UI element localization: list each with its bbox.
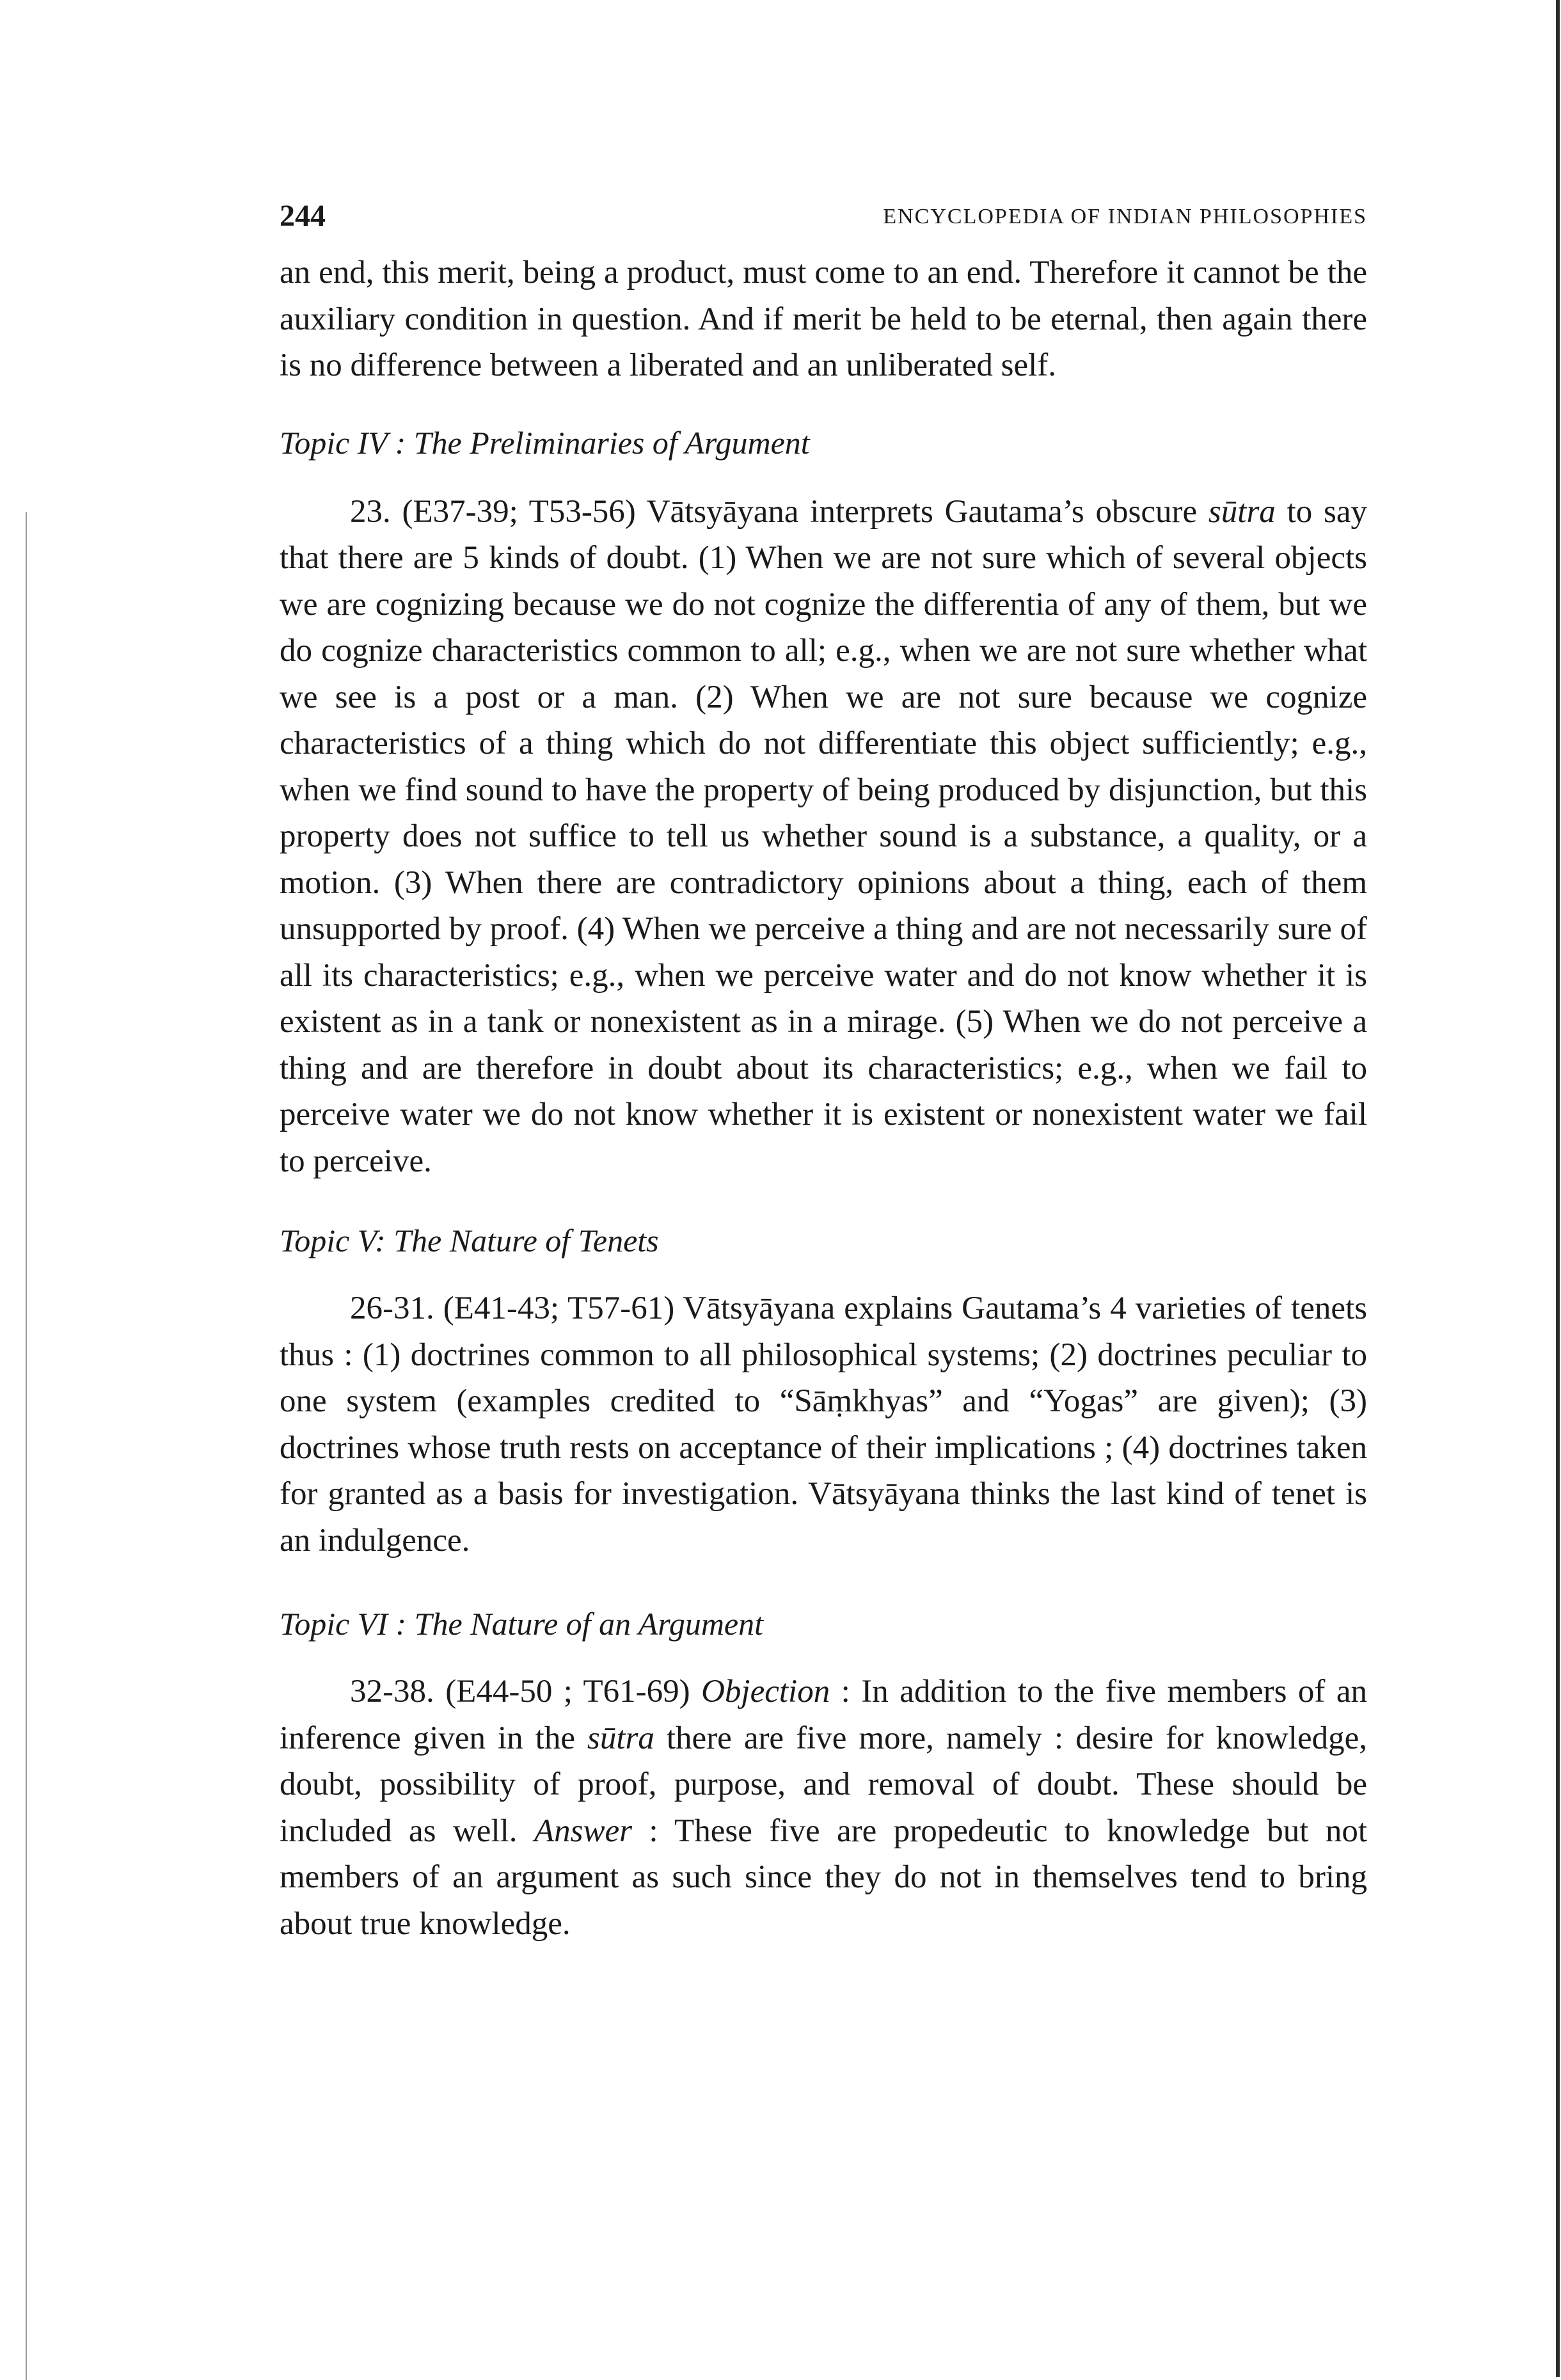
answer-label: Answer bbox=[534, 1813, 632, 1849]
topic-vi-heading: Topic VI : The Nature of an Argument bbox=[280, 1606, 764, 1642]
topic-iv-text: to say that there are 5 kinds of doubt. (1) When we are not sure which of several objects we are cognizing because we do not cognize the differentia of any of them, but we do cognize characteristics common to all; e.g., when we are not sure whether what we see is a post or a man. (2) When we are not sure because we cognize characteristics of a thing which do not differentiate this object sufficiently; e.g., when we find sound to have the property of being produced by disjunction, but this property does not suffice to tell us whether sound is a substance, a quality, or a motion. (3) When there are contradictory opinions about a thing, each of them unsupported by proof. (4) When we perceive a thing and are not necessarily sure of all its characteristics; e.g., when we perceive water and do not know whether it is existent as in a tank or nonexistent as in a mirage. (5) When we do not perceive a thing and are therefore in doubt about its characteristics; e.g., when we fail to perceive water we do not know whether it is existent or nonexistent water we fail to perceive. bbox=[280, 493, 1367, 1179]
sutra-term: sūtra bbox=[1208, 493, 1276, 530]
topic-vi-text-prefix: 32-38. (E44-50 ; T61-69) bbox=[350, 1674, 702, 1710]
sutra-term-2: sūtra bbox=[587, 1720, 654, 1756]
topic-vi-paragraph bbox=[280, 1669, 1367, 1947]
running-title: ENCYCLOPEDIA OF INDIAN PHILOSOPHIES bbox=[883, 205, 1367, 228]
topic-iv-text-prefix: 23. (E37-39; T53-56) Vātsyāyana interprets Gautama’s obscure bbox=[350, 493, 1208, 530]
page-header bbox=[280, 192, 1367, 250]
book-page bbox=[280, 192, 1367, 1947]
topic-iv-heading: Topic IV : The Preliminaries of Argument bbox=[280, 424, 810, 461]
topic-vi-text-end: : These five are propedeutic to knowledge but not members of an argument as such since they do not in themselves tend to bring about true knowledge. bbox=[280, 1813, 1367, 1942]
topic-vi-text-mid1: : In addition to the five members of an inference given in the bbox=[280, 1674, 1367, 1756]
paragraph-intro: an end, this merit, being a product, must come to an end. Therefore it cannot be the auxiliary condition in question. And if merit be held to be eternal, then again there is no difference between a liberated and an unliberated self. bbox=[280, 255, 1367, 383]
topic-v-paragraph: 26-31. (E41-43; T57-61) Vātsyāyana explains Gautama’s 4 varieties of tenets thus : (1) doctrines common to all philosophical systems; (2) doctrines peculiar to one system (examples credited to “Sāṃkhyas” and “Yogas” are given); (3) doctrines whose truth rests on acceptance of their implications ; (4) doctrines taken for granted as a basis for investigation. Vātsyāyana thinks the last kind of tenet is an indulgence. bbox=[280, 1290, 1367, 1559]
scan-edge-left bbox=[26, 512, 27, 2380]
topic-v-heading: Topic V: The Nature of Tenets bbox=[280, 1223, 659, 1258]
page-number: 244 bbox=[280, 199, 326, 233]
objection-label: Objection bbox=[701, 1674, 830, 1710]
topic-vi-text-mid2: there are five more, namely : desire for knowledge, doubt, possibility of proof, purpose, and removal of doubt. These should be included as well. bbox=[280, 1720, 1367, 1849]
topic-iv-paragraph bbox=[280, 489, 1367, 1185]
scan-edge-right bbox=[1556, 0, 1560, 2377]
